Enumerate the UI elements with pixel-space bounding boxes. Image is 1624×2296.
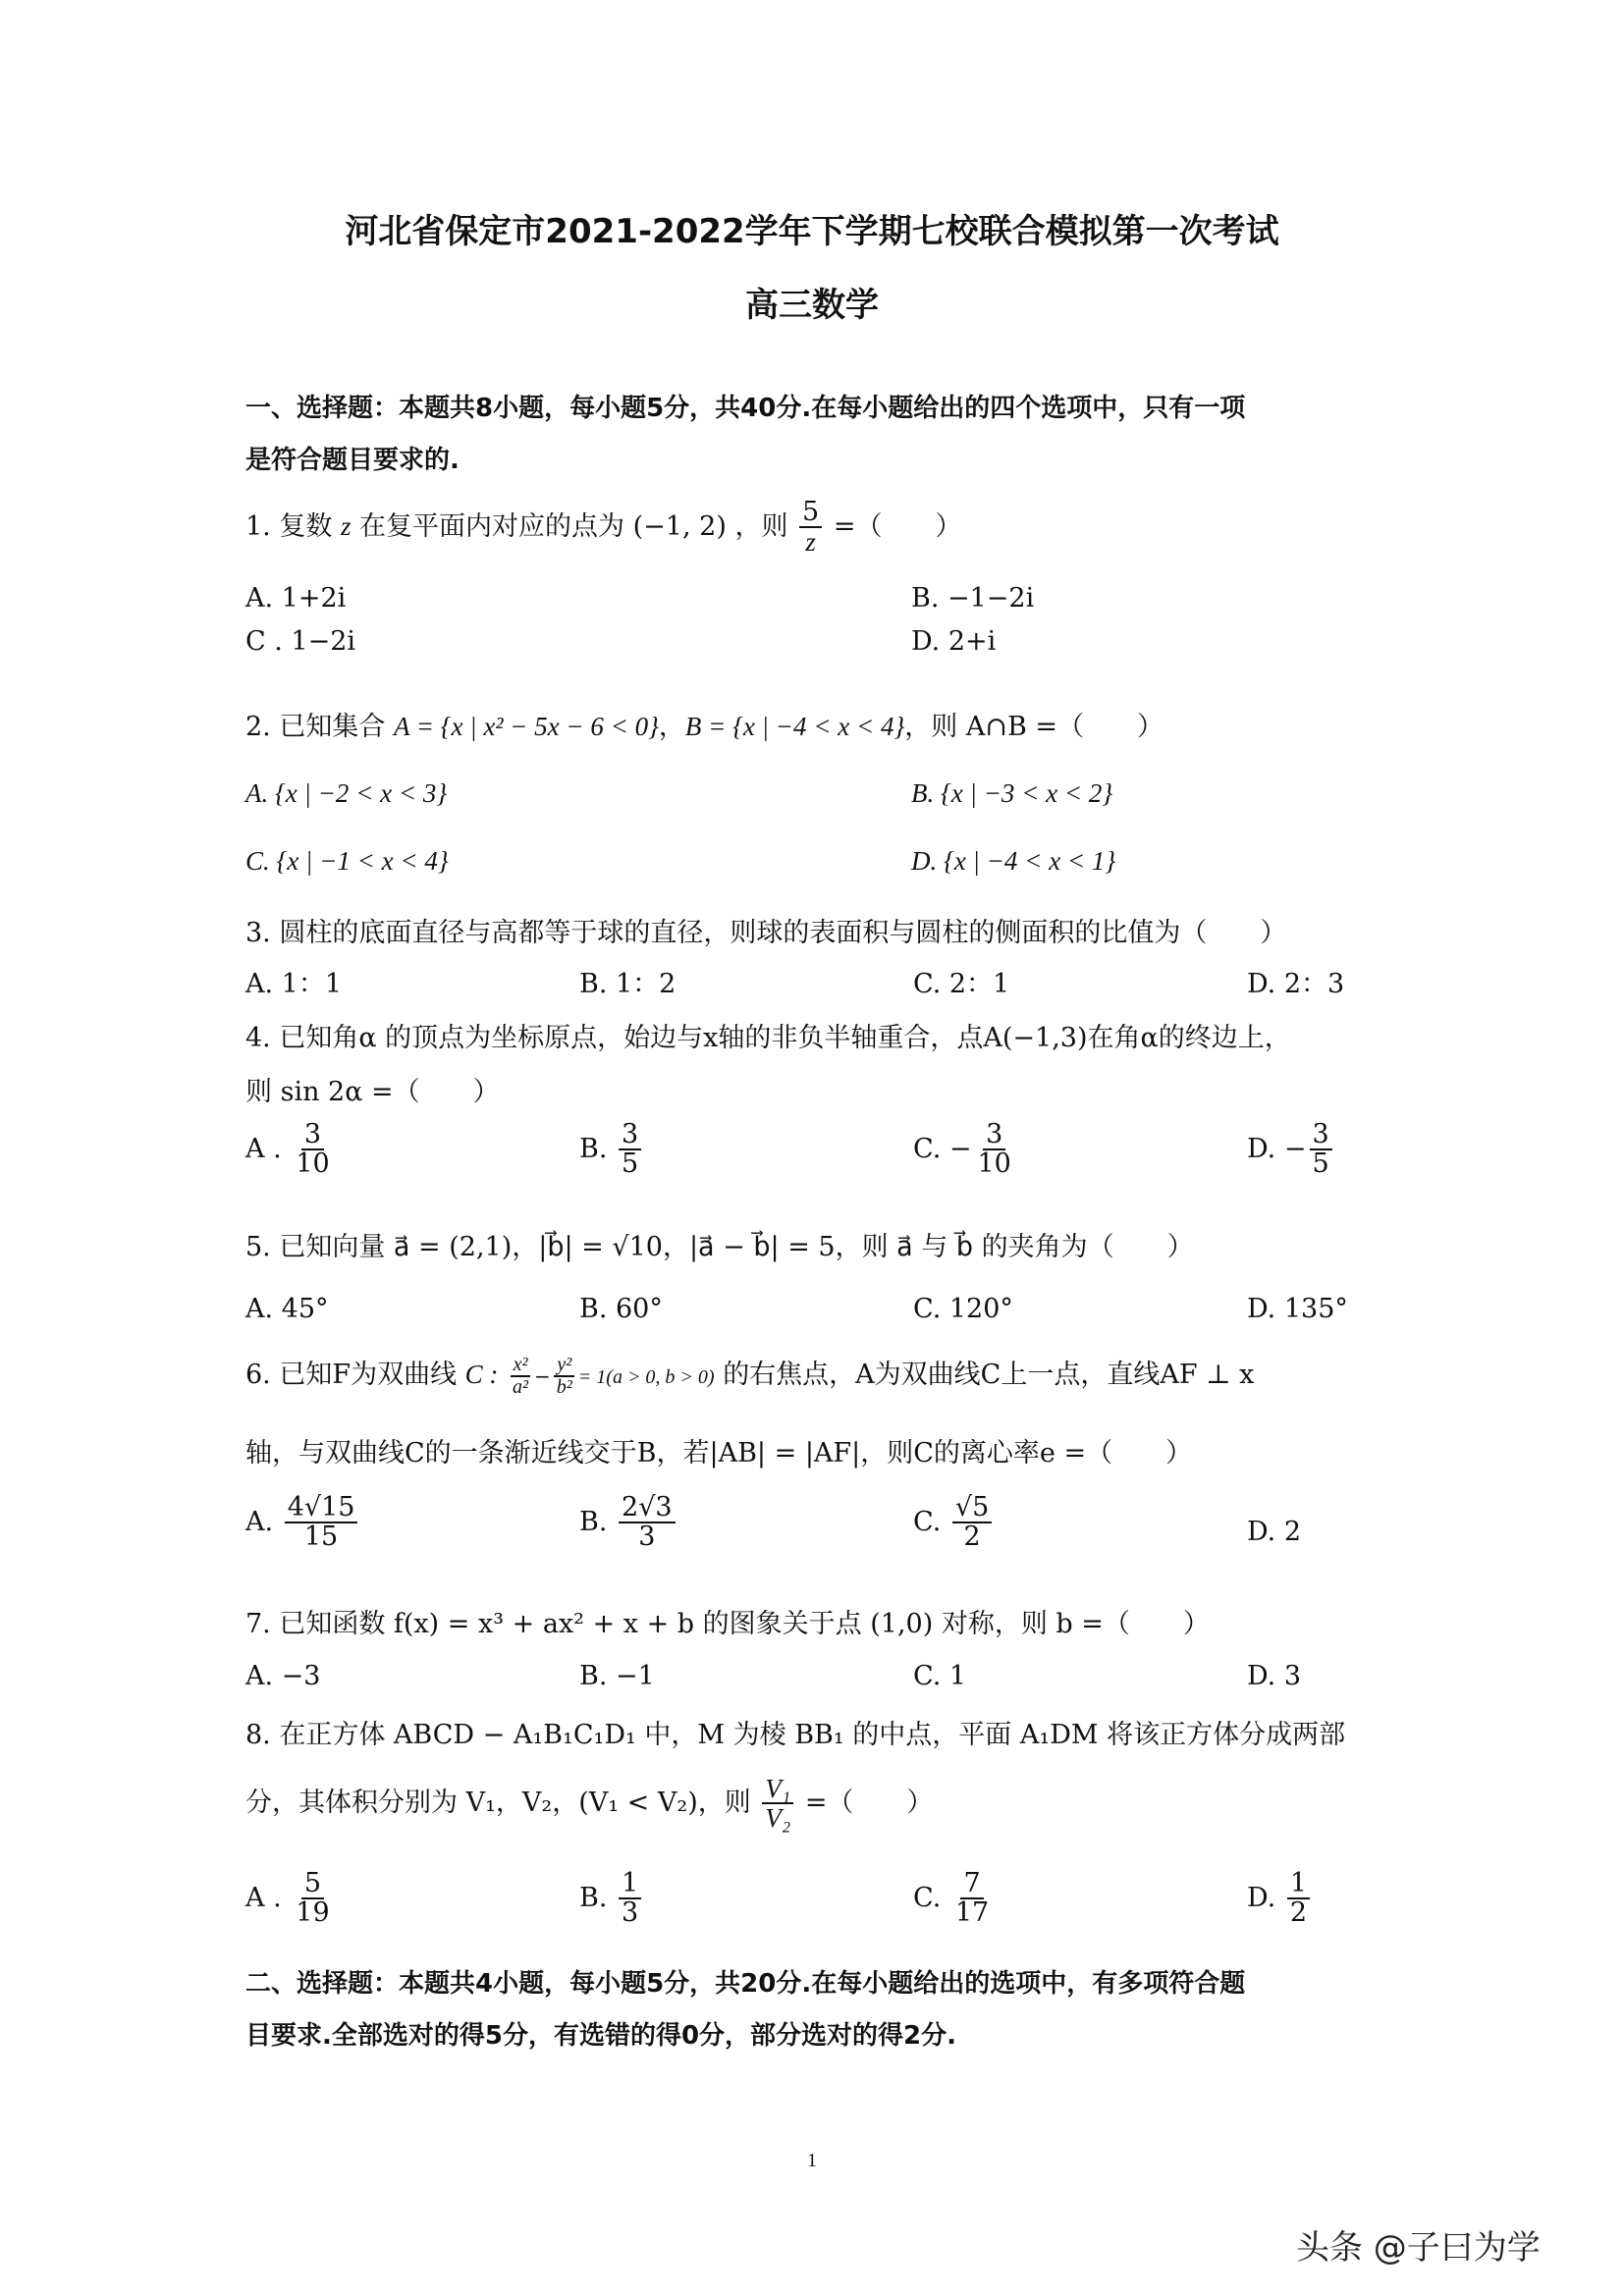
q4-c-num: 3 [983,1121,1005,1150]
q6-option-b [579,1494,678,1552]
q5-option-d: D. 135° [1247,1294,1348,1324]
q8-c-num: 7 [960,1870,983,1899]
q6-x2: x² [511,1355,531,1377]
q1-den: z [805,527,816,558]
q4-c-den: 10 [977,1148,1011,1180]
q4-d-sign: − [1283,1133,1307,1164]
q8-d-num: 1 [1287,1870,1310,1899]
question-4-line2: 则 sin 2α =（ ） [245,1077,500,1107]
q2-prefix: 2. 已知集合 [245,712,386,742]
q4-a-num: 3 [301,1121,324,1150]
q3-option-b: B. 1：2 [579,969,677,999]
q8-option-a [245,1870,336,1928]
q8-num: V₁ [762,1775,793,1804]
q6-a-num: 4√15 [285,1494,358,1523]
q8-den: V₂ [765,1803,791,1834]
q6-y2: y² [554,1355,574,1377]
q1-num: 5 [799,499,822,528]
q2-option-c: C. {x | −1 < x < 4} [245,846,449,876]
q4-b-den: 5 [622,1148,639,1180]
question-3: 3. 圆柱的底面直径与高都等于球的直径，则球的表面积与圆柱的侧面积的比值为（ ） [245,918,1287,948]
q6-cond: = 1(a > 0, b > 0) [577,1366,715,1388]
q8-a-label: A . [245,1882,282,1913]
page-number: 1 [807,2150,817,2171]
q8-a-num: 5 [301,1870,324,1899]
q6-c-num: √5 [952,1494,992,1523]
q1-point: (−1, 2) [632,510,727,542]
q1-option-a: A. 1+2i [245,583,347,614]
q8-c-label: C. [913,1882,942,1913]
q1-fraction [799,499,822,557]
q8-option-d [1247,1870,1313,1928]
q6-b-label: B. [579,1506,608,1537]
q5-option-a: A. 45° [245,1294,329,1324]
q4-a-den: 10 [296,1148,330,1180]
q5-option-b: B. 60° [579,1294,663,1324]
q8-pre: 分，其体积分别为 V₁，V₂，(V₁ < V₂)，则 [245,1787,751,1818]
question-8-line1: 8. 在正方体 ABCD − A₁B₁C₁D₁ 中，M 为棱 BB₁ 的中点，平面 A₁DM 将该正方体分成两部 [245,1720,1346,1750]
q2-set-a: A = {x | x² − 5x − 6 < 0} [393,712,659,741]
q6-a-den: 15 [303,1522,339,1553]
q6-b-num: 2√3 [619,1494,676,1523]
q2-option-d: D. {x | −4 < x < 1} [911,846,1116,876]
q2-tail: ，则 A∩B =（ ） [904,712,1164,742]
q8-d-label: D. [1247,1882,1276,1913]
q8-option-b [579,1870,644,1928]
q2-option-a: A. {x | −2 < x < 3} [245,778,448,808]
q6-c-label: C. [913,1506,942,1537]
q4-option-b [579,1121,644,1179]
q6-option-a [245,1494,360,1552]
q4-option-a [245,1121,336,1179]
q6-b2: b² [556,1375,572,1398]
q8-b-den: 3 [622,1897,639,1929]
q6-c-den: 2 [963,1522,981,1553]
watermark: 头条 @子曰为学 [1296,2228,1541,2268]
q2-set-b: B = {x | −4 < x < 4} [684,712,905,741]
q8-option-c [913,1870,995,1928]
q1-option-d: D. 2+i [911,626,997,657]
q4-a-label: A . [245,1133,282,1164]
q8-d-den: 2 [1289,1897,1308,1929]
q4-option-c [913,1121,1017,1179]
question-7: 7. 已知函数 f(x) = x³ + ax² + x + b 的图象关于点 (1,0) 对称，则 b =（ ） [245,1609,1210,1639]
q1-tail: =（ ） [833,510,962,542]
q8-b-num: 1 [619,1870,641,1899]
q6-post: 的右焦点，A为双曲线C上一点，直线AF ⊥ x [723,1360,1255,1390]
q1-mid: 在复平面内对应的点为 [359,510,625,542]
section2-line2: 目要求.全部选对的得5分，有选错的得0分，部分选对的得2分. [245,2021,957,2051]
q6-b-den: 3 [638,1522,656,1553]
question-5: 5. 已知向量 a⃗ = (2,1)，|b⃗| = √10，|a⃗ − b⃗| = 5，则 a⃗ 与 b⃗ 的夹角为（ ） [245,1232,1194,1262]
q2-sep: ， [658,712,685,742]
section1-line1: 一、选择题：本题共8小题，每小题5分，共40分.在每小题给出的四个选项中，只有一项 [245,394,1246,423]
section1-line2: 是符合题目要求的. [245,446,460,475]
q1-prefix: 1. 复数 [245,510,333,542]
q6-option-d: D. 2 [1247,1517,1302,1547]
q8-c-den: 17 [954,1897,990,1929]
q8-a-den: 19 [296,1897,330,1929]
q6-curve: C : [464,1360,499,1389]
q5-option-c: C. 120° [913,1294,1013,1324]
q7-option-c: C. 1 [913,1661,967,1691]
question-1 [245,499,961,557]
q3-option-c: C. 2：1 [913,969,1010,999]
q1-then: ，则 [734,510,788,542]
q4-d-num: 3 [1310,1121,1332,1150]
q6-pre: 6. 已知F为双曲线 [245,1360,458,1390]
q3-option-d: D. 2：3 [1247,969,1345,999]
question-4-line1: 4. 已知角α 的顶点为坐标原点，始边与x轴的非负半轴重合，点A(−1,3)在角α的终边上， [245,1023,1291,1053]
q7-option-d: D. 3 [1247,1661,1302,1691]
q6-a2: a² [513,1375,529,1398]
q8-post: =（ ） [804,1787,934,1818]
q1-option-c: C . 1−2i [245,626,356,657]
section2-line1: 二、选择题：本题共4小题，每小题5分，共20分.在每小题给出的选项中，有多项符合题 [245,1969,1246,1999]
q4-option-d [1247,1121,1335,1179]
question-2 [245,705,1164,743]
q8-b-label: B. [579,1882,608,1913]
q1-var: z [340,510,352,541]
q4-c-sign: − [948,1133,972,1164]
q1-option-b: B. −1−2i [911,583,1035,614]
q4-d-label: D. [1247,1133,1276,1164]
question-6-line1: 6. 已知F为双曲线 C : $\frac{\text{x²}}{\text{a²}}$ − $\frac{\text{y²}}{\text{b²}}$ = 1(a > 0, b > 0) 的右焦点，A为双曲线C上一点，直线AF ⊥ x [245,1353,1255,1398]
question-6-line2: 轴，与双曲线C的一条渐近线交于B，若|AB| = |AF|，则C的离心率e =（ ） [245,1438,1193,1468]
q3-option-a: A. 1：1 [245,969,343,999]
q4-b-label: B. [579,1133,608,1164]
question-8-line2 [245,1775,933,1833]
q6-option-c [913,1494,995,1552]
q4-b-num: 3 [619,1121,641,1150]
page-title: 河北省保定市2021-2022学年下学期七校联合模拟第一次考试 [345,212,1279,251]
q4-c-label: C. [913,1133,942,1164]
q7-option-a: A. −3 [245,1661,321,1691]
q7-option-b: B. −1 [579,1661,655,1691]
q2-option-b: B. {x | −3 < x < 2} [911,778,1113,808]
q6-a-label: A. [245,1506,274,1537]
page-subtitle: 高三数学 [745,286,879,325]
q4-d-den: 5 [1312,1148,1329,1180]
